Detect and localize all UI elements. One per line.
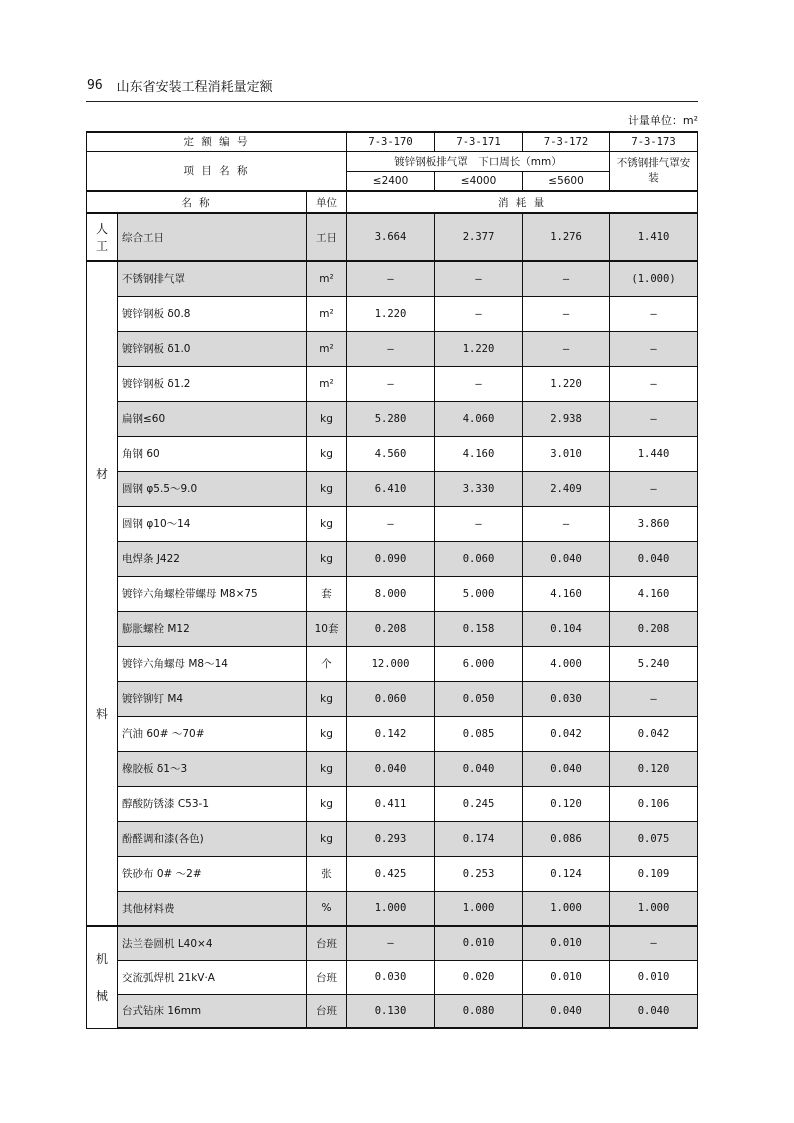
- consumption-value: 0.208: [347, 611, 435, 646]
- consumption-value: 0.411: [347, 786, 435, 821]
- stainless-title: 不锈钢排气罩安装: [610, 151, 698, 191]
- table-row: [87, 646, 698, 681]
- consumption-value: 0.042: [610, 716, 698, 751]
- galvanized-group-title: 镀锌钢板排气罩 下口周长（mm）: [347, 151, 610, 171]
- item-name: 台式钻床 16mm: [118, 994, 307, 1028]
- item-name: 镀锌钢板 δ1.2: [118, 366, 307, 401]
- item-unit: m²: [307, 261, 347, 296]
- consumption-value: 0.085: [435, 716, 523, 751]
- category-char: 料: [95, 706, 108, 721]
- consumption-value: 2.938: [523, 401, 610, 436]
- item-unit: 台班: [307, 926, 347, 960]
- table-row: [87, 213, 698, 261]
- item-unit: 张: [307, 856, 347, 891]
- item-unit: 套: [307, 576, 347, 611]
- consumption-value: —: [347, 926, 435, 960]
- consumption-value: 3.330: [435, 471, 523, 506]
- item-unit: 个: [307, 646, 347, 681]
- item-unit: %: [307, 891, 347, 926]
- consumption-value: 4.160: [610, 576, 698, 611]
- header-rule: [86, 101, 698, 102]
- item-unit: kg: [307, 821, 347, 856]
- item-name: 橡胶板 δ1～3: [118, 751, 307, 786]
- item-unit: 工日: [307, 213, 347, 261]
- consumption-value: —: [347, 506, 435, 541]
- item-unit: kg: [307, 401, 347, 436]
- category-char: 人: [95, 221, 108, 236]
- consumption-value: 0.040: [523, 751, 610, 786]
- consumption-value: —: [347, 331, 435, 366]
- size-header: ≤5600: [523, 171, 610, 191]
- consumption-value: 0.030: [347, 960, 435, 994]
- consumption-value: —: [610, 926, 698, 960]
- col-consumption-header: 消 耗 量: [347, 191, 698, 213]
- consumption-value: 0.010: [435, 926, 523, 960]
- item-name: 汽油 60# ～70#: [118, 716, 307, 751]
- consumption-value: 0.158: [435, 611, 523, 646]
- table-row: [87, 994, 698, 1028]
- consumption-value: 6.000: [435, 646, 523, 681]
- item-unit: m²: [307, 331, 347, 366]
- item-name: 镀锌六角螺栓带螺母 M8×75: [118, 576, 307, 611]
- consumption-value: 0.075: [610, 821, 698, 856]
- consumption-value: 0.120: [610, 751, 698, 786]
- consumption-value: 0.208: [610, 611, 698, 646]
- consumption-value: 1.000: [347, 891, 435, 926]
- item-name: 圆钢 φ10～14: [118, 506, 307, 541]
- consumption-value: 0.106: [610, 786, 698, 821]
- item-unit: kg: [307, 436, 347, 471]
- consumption-value: 12.000: [347, 646, 435, 681]
- item-name-label: 项 目 名 称: [87, 151, 347, 191]
- item-unit: 10套: [307, 611, 347, 646]
- item-name: 酚醛调和漆(各色): [118, 821, 307, 856]
- table-row: [87, 926, 698, 960]
- category-char: 机: [95, 952, 108, 967]
- table-row: [87, 296, 698, 331]
- consumption-value: —: [435, 506, 523, 541]
- consumption-value: 0.130: [347, 994, 435, 1028]
- table-row: [87, 786, 698, 821]
- item-unit: m²: [307, 366, 347, 401]
- consumption-value: 4.560: [347, 436, 435, 471]
- item-name: 醇酸防锈漆 C53-1: [118, 786, 307, 821]
- consumption-value: 1.000: [523, 891, 610, 926]
- consumption-value: 3.860: [610, 506, 698, 541]
- item-name: 镀锌铆钉 M4: [118, 681, 307, 716]
- page-header: [87, 74, 697, 96]
- consumption-value: 5.000: [435, 576, 523, 611]
- consumption-value: 0.080: [435, 994, 523, 1028]
- consumption-value: 4.060: [435, 401, 523, 436]
- consumption-value: 5.240: [610, 646, 698, 681]
- category-label: [87, 213, 118, 261]
- consumption-value: 0.109: [610, 856, 698, 891]
- consumption-value: 1.410: [610, 213, 698, 261]
- size-header: ≤2400: [347, 171, 435, 191]
- consumption-value: 1.000: [610, 891, 698, 926]
- book-title: 山东省安装工程消耗量定额: [116, 79, 273, 95]
- item-name: 其他材料费: [118, 891, 307, 926]
- consumption-value: 0.174: [435, 821, 523, 856]
- consumption-value: 0.042: [523, 716, 610, 751]
- consumption-value: —: [523, 296, 610, 331]
- page-number: 96: [87, 77, 103, 93]
- consumption-value: 1.220: [347, 296, 435, 331]
- consumption-value: 3.010: [523, 436, 610, 471]
- consumption-value: 0.245: [435, 786, 523, 821]
- consumption-value: 0.124: [523, 856, 610, 891]
- item-name: 交流弧焊机 21kV·A: [118, 960, 307, 994]
- col-unit-header: 单位: [307, 191, 347, 213]
- consumption-value: 0.040: [523, 541, 610, 576]
- consumption-value: 0.040: [610, 994, 698, 1028]
- consumption-value: 0.040: [435, 751, 523, 786]
- unit-note: 计量单位：m²: [627, 114, 698, 127]
- consumption-value: 4.160: [523, 576, 610, 611]
- consumption-value: 0.293: [347, 821, 435, 856]
- consumption-value: 4.160: [435, 436, 523, 471]
- item-unit: kg: [307, 681, 347, 716]
- consumption-value: 0.010: [523, 926, 610, 960]
- item-name: 角钢 60: [118, 436, 307, 471]
- item-name: 镀锌钢板 δ0.8: [118, 296, 307, 331]
- table-row: [87, 401, 698, 436]
- consumption-value: 0.104: [523, 611, 610, 646]
- consumption-value: 0.040: [523, 994, 610, 1028]
- item-name: 膨胀螺栓 M12: [118, 611, 307, 646]
- consumption-value: 3.664: [347, 213, 435, 261]
- quota-code: 7-3-173: [610, 132, 698, 151]
- consumption-value: 0.030: [523, 681, 610, 716]
- table-row: [87, 436, 698, 471]
- quota-table: [86, 131, 698, 1029]
- consumption-value: 0.090: [347, 541, 435, 576]
- consumption-value: —: [435, 296, 523, 331]
- consumption-value: 0.010: [523, 960, 610, 994]
- consumption-value: 5.280: [347, 401, 435, 436]
- table-row: [87, 821, 698, 856]
- consumption-value: 1.220: [523, 366, 610, 401]
- consumption-value: —: [523, 506, 610, 541]
- consumption-value: 0.050: [435, 681, 523, 716]
- consumption-value: —: [610, 471, 698, 506]
- category-char: 械: [95, 989, 108, 1004]
- consumption-value: 8.000: [347, 576, 435, 611]
- table-row: [87, 960, 698, 994]
- consumption-value: —: [435, 261, 523, 296]
- consumption-value: 0.253: [435, 856, 523, 891]
- table-row: [87, 261, 698, 296]
- consumption-value: 0.425: [347, 856, 435, 891]
- item-name: 镀锌六角螺母 M8～14: [118, 646, 307, 681]
- category-label: [87, 261, 118, 926]
- table-row: [87, 681, 698, 716]
- quota-number-label: 定 额 编 号: [87, 132, 347, 151]
- consumption-value: 1.220: [435, 331, 523, 366]
- consumption-value: 2.409: [523, 471, 610, 506]
- consumption-value: 0.120: [523, 786, 610, 821]
- consumption-value: 1.000: [435, 891, 523, 926]
- item-unit: m²: [307, 296, 347, 331]
- item-unit: kg: [307, 751, 347, 786]
- category-label: [87, 926, 118, 1028]
- item-name: 法兰卷圆机 L40×4: [118, 926, 307, 960]
- consumption-value: 0.060: [435, 541, 523, 576]
- item-unit: kg: [307, 786, 347, 821]
- consumption-value: —: [347, 366, 435, 401]
- item-unit: kg: [307, 471, 347, 506]
- consumption-value: 0.086: [523, 821, 610, 856]
- table-row: [87, 576, 698, 611]
- consumption-value: —: [610, 366, 698, 401]
- consumption-value: (1.000): [610, 261, 698, 296]
- consumption-value: 2.377: [435, 213, 523, 261]
- item-name: 镀锌钢板 δ1.0: [118, 331, 307, 366]
- table-row: [87, 366, 698, 401]
- size-header: ≤4000: [435, 171, 523, 191]
- item-name: 扁钢≤60: [118, 401, 307, 436]
- consumption-value: 0.020: [435, 960, 523, 994]
- table-row: [87, 611, 698, 646]
- consumption-value: —: [610, 296, 698, 331]
- consumption-value: —: [435, 366, 523, 401]
- consumption-value: 0.040: [610, 541, 698, 576]
- consumption-value: 1.440: [610, 436, 698, 471]
- col-name-header: 名 称: [87, 191, 307, 213]
- table-row: [87, 716, 698, 751]
- consumption-value: 0.010: [610, 960, 698, 994]
- consumption-value: —: [610, 681, 698, 716]
- table-row: [87, 331, 698, 366]
- item-unit: 台班: [307, 994, 347, 1028]
- consumption-value: 6.410: [347, 471, 435, 506]
- consumption-value: 0.040: [347, 751, 435, 786]
- consumption-value: —: [610, 331, 698, 366]
- item-name: 综合工日: [118, 213, 307, 261]
- quota-code: 7-3-172: [523, 132, 610, 151]
- category-char: 工: [95, 239, 108, 254]
- item-name: 电焊条 J422: [118, 541, 307, 576]
- item-unit: kg: [307, 716, 347, 751]
- table-row: [87, 856, 698, 891]
- consumption-value: 1.276: [523, 213, 610, 261]
- table-row: [87, 541, 698, 576]
- item-unit: 台班: [307, 960, 347, 994]
- item-unit: kg: [307, 541, 347, 576]
- table-row: [87, 471, 698, 506]
- item-name: 铁砂布 0# ～2#: [118, 856, 307, 891]
- table-row: [87, 506, 698, 541]
- consumption-value: 0.142: [347, 716, 435, 751]
- quota-code: 7-3-171: [435, 132, 523, 151]
- consumption-value: —: [610, 401, 698, 436]
- consumption-value: —: [523, 261, 610, 296]
- quota-code: 7-3-170: [347, 132, 435, 151]
- category-char: 材: [95, 467, 108, 482]
- table-row: [87, 751, 698, 786]
- consumption-value: —: [523, 331, 610, 366]
- item-unit: kg: [307, 506, 347, 541]
- table-row: [87, 891, 698, 926]
- item-name: 不锈钢排气罩: [118, 261, 307, 296]
- item-name: 圆钢 φ5.5～9.0: [118, 471, 307, 506]
- consumption-value: —: [347, 261, 435, 296]
- consumption-value: 0.060: [347, 681, 435, 716]
- consumption-value: 4.000: [523, 646, 610, 681]
